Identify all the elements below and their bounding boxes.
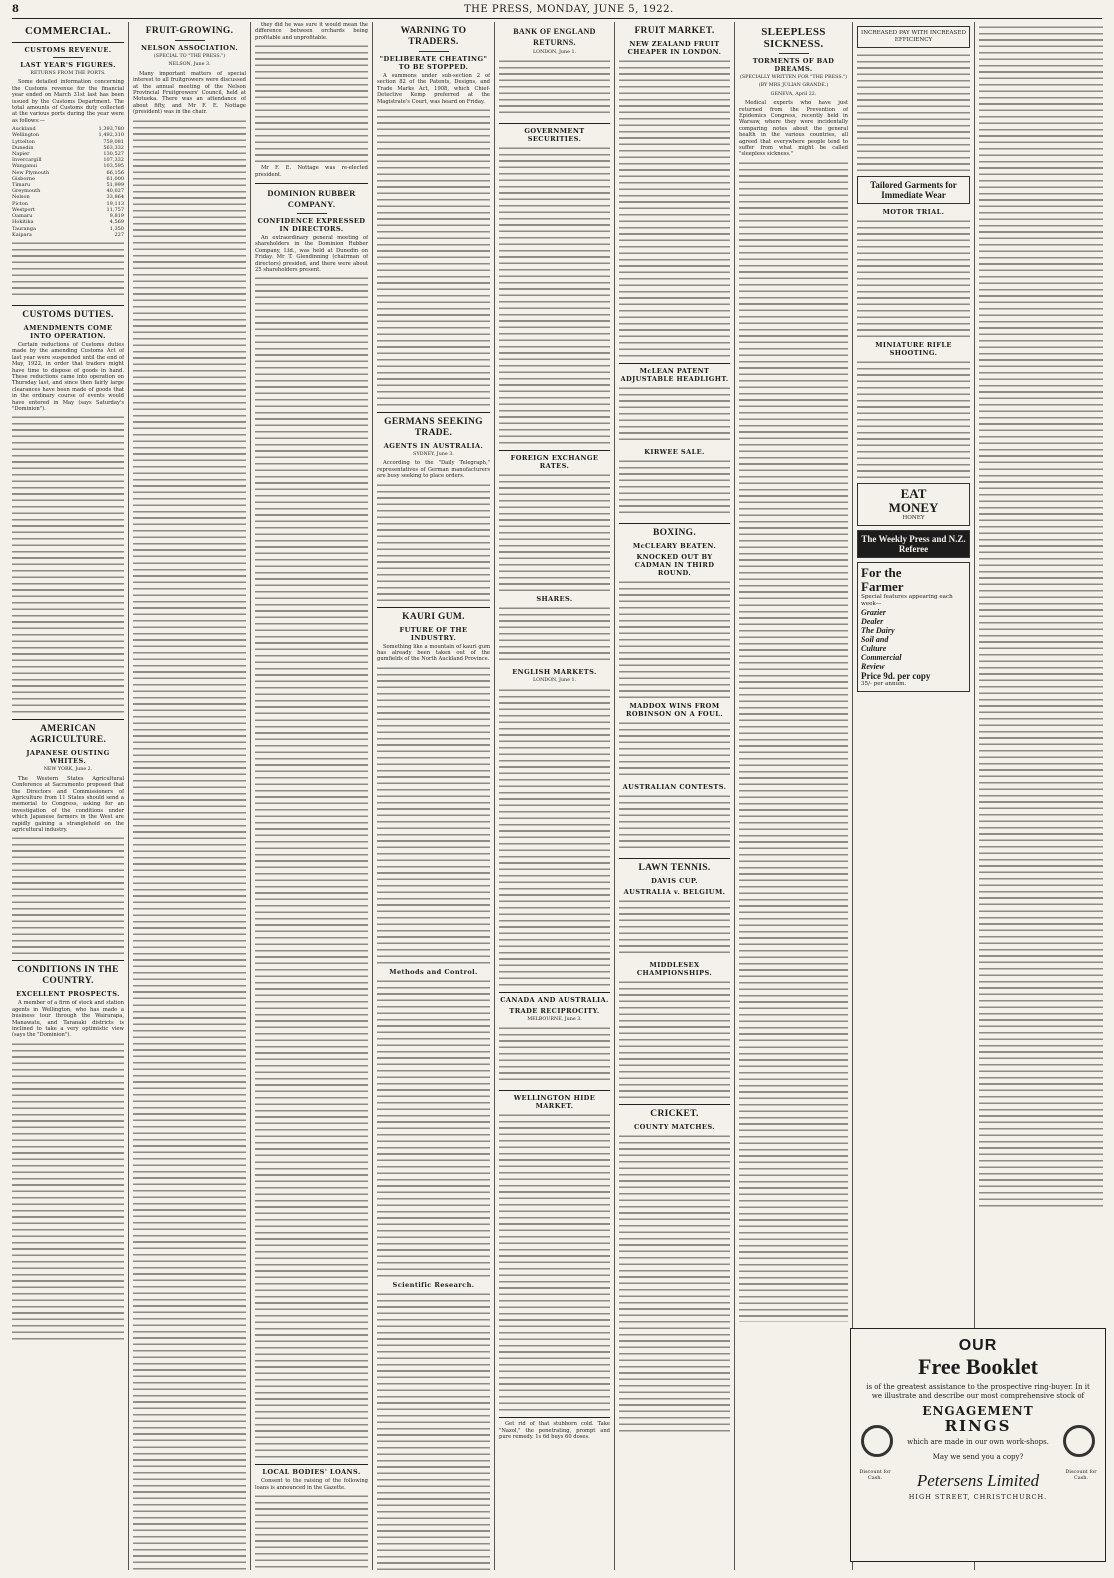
divider [499,1090,610,1091]
article-body-text [619,458,730,518]
ad-address: HIGH STREET, CHRISTCHURCH. [908,1493,1048,1501]
divider [377,412,490,413]
article-body-text [739,160,848,600]
port-amount: 103,595 [103,163,124,170]
article-body-text [739,602,848,1042]
article-body-text [255,43,368,163]
securities-table [499,145,610,445]
article-body-text [255,275,368,715]
dateline: GENEVA, April 22. [770,91,817,97]
port-row [12,232,124,238]
article-subhead: DAVIS CUP. [651,877,698,885]
article-body-text [377,978,490,1278]
article-headline: ENGLISH MARKETS. [512,668,597,677]
divider [377,607,490,608]
port-name: Lyttelton [12,138,35,145]
feature-item: Commercial [861,653,902,662]
article-headline: WARNING TO TRADERS. [400,26,467,47]
feature-item: Review [861,662,885,671]
divider [619,1104,730,1105]
article-subhead: McCLEARY BEATEN. [632,542,717,550]
divider [12,960,124,961]
port-name: Oamaru [12,213,33,220]
article-headline: McLEAN PATENT ADJUSTABLE HEADLIGHT. [620,367,729,383]
article-headline: SLEEPLESS SICKNESS. [761,26,826,50]
article-text: A member of a firm of stock and station agents in Wellington, who has made a business tour through the Wairarapa, Manawatu, and Taranaki districts is inclined to take a very optimistic view (says the "Dominion"). [12,1000,124,1039]
advert-honey: EAT MONEY HONEY [857,483,970,526]
article-subhead: TORMENTS OF BAD DREAMS. [752,57,835,73]
port-name: New Plymouth [12,169,50,176]
article-headline: SHARES. [536,595,573,604]
divider [12,305,124,306]
article-text: Consent to the raising of the following loans is announced in the Gazette. [255,1478,368,1491]
feature-item: Dealer [861,617,884,626]
feature-item: Culture [861,644,887,653]
column-1 [12,22,124,1570]
article-text: Certain reductions of Customs duties made by the amending Customs Act of last year were suspended until the end of May, 1922, in order that traders might have time to dispose of goods in hand. These reductions came into operation on Thursday last, and since then fairly large clearances have been made of goods that in the ordinary course of events would have entered in May (says Saturday's "Dominion"). [12,341,124,412]
article-text: Some detailed information concerning the Customs revenue for the financial year ended on March 31st last has been issued by the Customs Department. The total amounts of Customs duty collected at the various ports during the year were as follows:— [12,79,124,124]
article-subhead: AUSTRALIA v. BELGIUM. [623,888,726,896]
byline: (SPECIALLY WRITTEN FOR "THE PRESS.") [739,75,848,80]
article-headline: BANK OF ENGLAND RETURNS. [513,27,596,47]
column-8 [857,22,970,1322]
article-headline: LOCAL BODIES' LOANS. [262,1468,361,1477]
article-headline: CONDITIONS IN THE COUNTRY. [17,965,119,987]
article-body-text [499,1112,610,1412]
article-body-text [857,359,970,479]
port-amount: 1,492,310 [98,132,124,139]
article-body-text [377,107,490,407]
article-subhead: CONFIDENCE EXPRESSED IN DIRECTORS. [257,217,366,234]
article-subhead: NELSON ASSOCIATION. [140,44,239,52]
divider [12,719,124,720]
article-headline: GOVERNMENT SECURITIES. [524,127,585,144]
article-headline: FRUIT-GROWING. [145,26,234,36]
article-body-text [12,835,124,955]
divider [499,450,610,451]
ad-our: OUR [958,1337,998,1354]
port-amount: 19,113 [106,200,124,207]
feature-item: Soil and [861,635,889,644]
divider [499,992,610,993]
article-body-text [499,687,610,987]
column-6 [619,22,730,1570]
article-body-text [12,1041,124,1341]
feature-item: The Dairy [861,626,895,635]
article-body-text [255,717,368,1157]
article-subhead: AUSTRALIAN CONTESTS. [622,783,727,791]
article-body-text [619,385,730,445]
article-body-text [499,605,610,665]
port-name: Wellington [12,132,40,139]
column-5 [499,22,610,1570]
divider [255,183,368,184]
article-headline: LAWN TENNIS. [638,863,711,873]
article-body-text [255,1159,368,1459]
advert-weekly-press: The Weekly Press and N.Z. Referee [857,530,970,558]
ring-icon [861,1425,893,1457]
port-amount: 4,569 [109,219,124,226]
article-body-text [377,665,490,965]
dateline: NEW YORK, June 2. [43,767,93,773]
article-body-text [619,1133,730,1433]
article-headline: MADDOX WINS FROM ROBINSON ON A FOUL. [626,702,723,718]
article-body-text [619,58,730,358]
divider [499,1417,610,1418]
advert-efficiency: INCREASED PAY WITH INCREASED EFFICIENCY [857,26,970,48]
port-amount: 9,819 [109,213,124,220]
port-name: Tauranga [12,225,36,232]
port-name: Timaru [12,182,31,189]
article-body-text [619,793,730,853]
divider [619,363,730,364]
article-body-text [133,560,246,1000]
article-headline: DOMINION RUBBER COMPANY. [267,188,356,210]
port-name: Napier [12,151,30,158]
article-body-text [133,118,246,558]
article-headline: BOXING. [652,528,696,538]
section-title: COMMERCIAL. [24,25,112,37]
ad-free-booklet: Free Booklet [918,1354,1038,1379]
port-amount: 227 [114,231,124,238]
article-subhead: FUTURE OF THE INDUSTRY. [399,625,468,642]
article-headline: CANADA AND AUSTRALIA. [500,995,609,1004]
article-text: Medical experts who have just returned from the Prevention of Epidemics Congress, recently held in Warsaw, where they were incidentally comparing notes about the general health in the various countries, all agreed that everywhere people tend to suffer from what might be called "sleepless sickness." [739,100,848,158]
article-headline: MINIATURE RIFLE SHOOTING. [875,341,952,357]
article-subhead: COUNTY MATCHES. [634,1123,715,1131]
article-text: Mr F. E. Nottage was re-elected president. [255,165,368,178]
column-rule [734,22,735,1570]
dateline: LONDON, June 1. [532,678,577,684]
advert-body-text [979,24,1103,464]
discount-note: Discount for Cash. [859,1469,891,1481]
port-name: Dunedin [12,144,34,151]
advert-body-text [979,908,1103,1208]
divider [619,858,730,859]
divider [12,42,124,43]
page-header [12,4,1102,19]
divider [255,1464,368,1465]
dateline: LONDON, June 1. [532,50,577,55]
port-amount: 33,864 [106,194,124,201]
article-text: Many important matters of special interest to all fruitgrowers were discussed at the annual meeting of the Nelson Provincial Fruitgrowers' Council, held at Motueka. There was an attendance of about fifty, and Mr F. E. Nottage (president) was in the chair. [133,70,246,116]
divider [779,53,809,54]
divider [419,51,449,52]
article-body-text [619,720,730,780]
port-amount: 1,350 [109,225,124,232]
column-7 [739,22,848,1322]
ad-which: which are made in our own work-shops. [907,1438,1049,1446]
article-text: The Western States Agricultural Conference at Sacramento proposed that the Directors and Commissioners of Agriculture from 11 States should send a memorial to Congress, asking for an investigation of the conditions under which Japanese farmers in the West are rapidly gaining a stranglehold on the agricultural industry. [12,775,124,834]
exchange-table [499,472,610,592]
author: (BY MRS JULIAN GRANDE.) [758,83,829,89]
column-rule [250,22,251,1570]
article-headline: KIRWEE SALE. [644,448,705,456]
column-rule [372,22,373,1570]
divider [619,523,730,524]
port-amount: 130,527 [103,151,124,158]
divider [297,213,327,214]
article-headline: FRUIT MARKET. [634,26,715,36]
article-body-text [619,898,730,958]
port-name: Greymouth [12,188,41,195]
ad-text: is of the greatest assistance to the prospective ring-buyer. In it we illustrate and describe our most comprehensive stock of [866,1383,1090,1400]
advert-body-text [979,466,1103,906]
article-body-text [377,482,490,602]
masthead: THE PRESS, MONDAY, JUNE 5, 1922. [464,4,674,15]
article-subhead: LAST YEAR'S FIGURES. [20,61,116,69]
feature-item: Grazier [861,608,886,617]
port-name: Hokitika [12,219,34,226]
ad-engagement: ENGAGEMENT [922,1404,1034,1418]
page-number: 8 [12,4,19,15]
advert-body-text [857,52,970,172]
divider [175,40,205,41]
article-body-text [499,58,610,118]
article-headline: WELLINGTON HIDE MARKET. [513,1094,596,1111]
article-text: A summons under sub-section 2 of section 82 of the Patents, Designs, and Trade Marks Act, 1908, which Chief-Detective Kemp preferred at the Magistrate's Court, was heard on Friday. [377,73,490,105]
article-headline: AMERICAN AGRICULTURE. [29,724,107,746]
divider [499,123,610,124]
article-body-text [739,1044,848,1322]
article-headline: MOTOR TRIAL. [882,208,945,216]
article-subhead: RETURNS FROM THE PORTS. [30,71,106,76]
article-body-text [12,414,124,714]
article-subhead: AGENTS IN AUSTRALIA. [383,442,484,451]
article-body-text [255,1493,368,1570]
nazol-notice: Get rid of that stubborn cold. Take "Nazol," the penetrating, prompt and pure remedy. 1s 6d buys 60 doses. [499,1421,610,1441]
article-subhead: KNOCKED OUT BY CADMAN IN THIRD ROUND. [634,553,715,577]
article-headline: FOREIGN EXCHANGE RATES. [510,454,599,471]
article-headline: CUSTOMS REVENUE. [24,46,112,54]
advert-engagement-rings [850,1328,1106,1562]
article-text: they did he was sure it would mean the difference between orchards being profitable and unprofitable. [255,22,368,41]
port-amount: 51,999 [106,182,124,189]
column-rule [614,22,615,1570]
article-subhead: JAPANESE OUSTING WHITES. [26,749,110,766]
byline: (SPECIAL TO "THE PRESS.") [153,54,226,59]
ring-icon [1063,1425,1095,1457]
article-headline: KAURI GUM. [402,611,465,622]
port-amount: 1,393,780 [98,126,124,133]
article-subhead: TRADE RECIPROCITY. [509,1006,600,1015]
column-9 [979,22,1103,1322]
article-body-text [857,218,970,338]
article-body-text [12,240,124,300]
article-body-text [499,1025,610,1085]
article-subhead: Methods and Control. [389,967,478,976]
discount-note: Discount for Cash. [1065,1469,1097,1481]
article-subhead: AMENDMENTS COME INTO OPERATION. [23,323,113,340]
article-body-text [619,579,730,699]
divider [53,57,83,58]
port-amount: 107,332 [103,157,124,164]
ad-ask: May we send you a copy? [932,1453,1024,1461]
port-amount: 40,027 [106,188,124,195]
dateline: MELBOURNE, June 3. [527,1016,582,1022]
article-body-text [619,979,730,1099]
article-headline: GERMANS SEEKING TRADE. [384,417,483,439]
column-rule [128,22,129,1570]
advert-tailored: Tailored Garments for Immediate Wear [857,176,970,204]
article-text: Something like a mountain of kauri gum has already been taken out of the gumfields of the North Auckland Province. [377,643,490,663]
port-name: Westport [12,206,35,213]
article-headline: CUSTOMS DUTIES. [22,309,114,320]
port-amount: 61,000 [106,175,124,182]
port-name: Nelson [12,194,30,201]
port-name: Picton [12,200,29,207]
article-subhead: NEW ZEALAND FRUIT CHEAPER IN LONDON. [627,40,722,56]
article-body-text [133,1002,246,1442]
ports-table [12,126,124,238]
column-rule [494,22,495,1570]
dateline: SYDNEY, June 3. [413,452,454,458]
article-body-text [133,1444,246,1570]
port-name: Invercargill [12,157,42,164]
advert-farmer: For the Farmer Special features appearing each week— Grazier Dealer The Dairy Soil and Culture Commercial Review Price 9d. per copy 35/- per annum. [857,562,970,692]
dateline: NELSON, June 3. [168,62,211,68]
article-subhead: EXCELLENT PROSPECTS. [16,990,120,999]
port-name: Wanganui [12,163,38,170]
article-subhead: "DELIBERATE CHEATING" TO BE STOPPED. [379,55,488,71]
port-name: Auckland [12,126,36,133]
column-2 [133,22,246,1570]
port-name: Kaipara [12,231,32,238]
port-amount: 11,757 [106,206,124,213]
article-headline: CRICKET. [650,1109,699,1119]
article-body-text [377,1291,490,1570]
article-subhead: Scientific Research. [392,1280,475,1289]
column-4 [377,22,490,1570]
column-3 [255,22,368,1570]
ad-rings: RINGS [944,1417,1012,1435]
article-text: According to the "Daily Telegraph," representatives of German manufacturers are busy seeking to place orders. [377,460,490,480]
article-subhead: MIDDLESEX CHAMPIONSHIPS. [636,961,713,977]
ad-firm-logo: Petersens Limited [916,1471,1040,1490]
port-amount: 759,081 [103,138,124,145]
port-name: Gisborne [12,175,35,182]
article-text: An extraordinary general meeting of shareholders in the Dominion Rubber Company, Ltd., was held at Dunedin on Friday. Mr T. Glendinning (chairman of directors) presided, and there were about 25 shareholders present. [255,235,368,274]
port-amount: 66,156 [106,169,124,176]
port-amount: 563,332 [103,144,124,151]
